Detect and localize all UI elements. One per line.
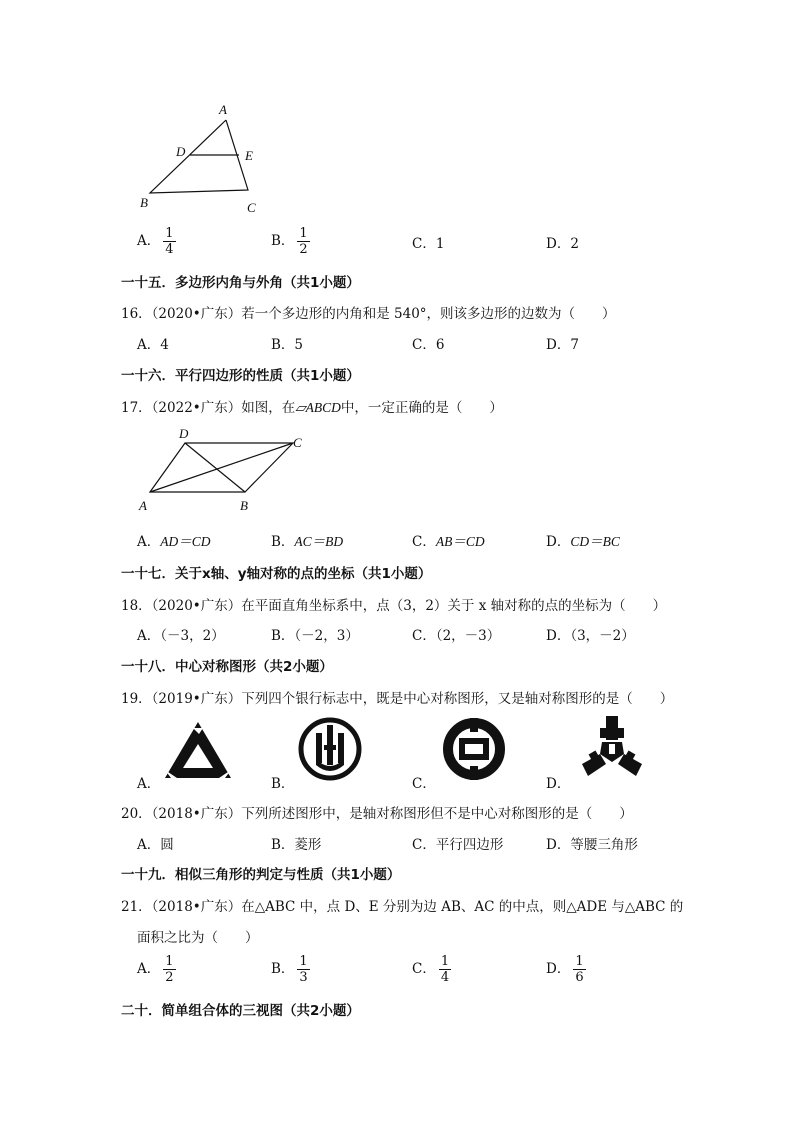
section-heading: 一十八．中心对称图形（共2小题） [121, 659, 333, 675]
option-d: D．等腰三角形 [546, 837, 638, 853]
section-heading: 一十七．关于x轴、y轴对称的点的坐标（共1小题） [121, 566, 432, 582]
question-20-stem: 20．（2018•广东）下列所述图形中，是轴对称图形但不是中心对称图形的是（ ） [121, 806, 633, 822]
triangle-figure [130, 100, 270, 215]
fraction: $\frac{1}{2}$ [299, 226, 308, 257]
option-c: C． $\frac{1}{4}$ [412, 954, 450, 985]
option-d: D．7 [546, 337, 579, 353]
question-19-stem: 19．（2019•广东）下列四个银行标志中，既是中心对称图形，又是轴对称图形的是（ ） [121, 691, 674, 707]
question-16-stem: 16．（2020•广东）若一个多边形的内角和是 540°，则该多边形的边数为（ ） [121, 306, 616, 322]
question-21-stem-line1: 21．（2018•广东）在△ABC 中，点 D、E 分别为边 AB、AC 的中点，则△ADE 与△ABC 的 [121, 899, 684, 915]
vertex-label-c: C [247, 200, 256, 215]
option-a: A． $\frac{1}{2}$ [137, 954, 174, 985]
fraction: $\frac{1}{6}$ [575, 954, 584, 985]
question-21-options [137, 954, 657, 990]
bank-logo-trident-icon [576, 714, 648, 782]
option-d: D．CD＝BC [546, 534, 620, 550]
question-18-stem: 18．（2020•广东）在平面直角坐标系中，点（3，2）关于 x 轴对称的点的坐标为（ ） [121, 598, 667, 614]
option-a: A．AD＝CD [137, 534, 211, 550]
vertex-label-a: A [139, 498, 147, 513]
option-a: A．圆 [137, 837, 174, 853]
option-d: D． [546, 776, 571, 792]
question-20-options [137, 833, 657, 853]
option-a: A． $\frac{1}{4}$ [137, 226, 174, 257]
option-a: A．4 [137, 337, 169, 353]
bank-logo-coin-icon [441, 716, 507, 782]
section-heading: 一十五．多边形内角与外角（共1小题） [121, 275, 360, 291]
option-b: B． [271, 776, 295, 792]
option-c: C．6 [412, 337, 445, 353]
option-c: C．平行四边形 [412, 837, 504, 853]
vertex-label-b: B [240, 498, 248, 513]
option-a: A． [137, 776, 161, 792]
option-b: B．（－2，3） [271, 628, 359, 644]
section-heading: 二十．简单组合体的三视图（共2小题） [121, 1003, 360, 1019]
option-b: B．菱形 [271, 837, 322, 853]
bank-logo-agricultural-icon [298, 717, 362, 781]
option-a: A．（－3，2） [137, 628, 225, 644]
question-17-options [137, 530, 657, 550]
option-c: C．（2，－3） [412, 628, 501, 644]
vertex-label-b: B [140, 195, 148, 210]
question-21-stem-line2: 面积之比为（ ） [137, 930, 259, 946]
option-d: D．2 [546, 236, 579, 252]
bank-logo-triangle-icon [163, 720, 233, 782]
section-heading: 一十九．相似三角形的判定与性质（共1小题） [121, 867, 401, 883]
vertex-label-d: D [176, 144, 186, 159]
question-18-options [137, 624, 657, 644]
option-b: B．5 [271, 337, 304, 353]
option-c: C．AB＝CD [412, 534, 485, 550]
vertex-label-a: A [219, 102, 227, 117]
option-b: B．AC＝BD [271, 534, 344, 550]
parallelogram-name: ▱ABCD [295, 400, 341, 415]
vertex-label-e: E [245, 148, 253, 163]
option-d: D．（3，－2） [546, 628, 635, 644]
option-c: C．1 [412, 236, 445, 252]
option-b: B． $\frac{1}{2}$ [271, 226, 308, 257]
fraction: $\frac{1}{3}$ [299, 954, 308, 985]
option-d: D． $\frac{1}{6}$ [546, 954, 584, 985]
option-b: B． $\frac{1}{3}$ [271, 954, 308, 985]
fraction: $\frac{1}{4}$ [440, 954, 450, 985]
option-c: C． [412, 776, 436, 792]
question-16-options [137, 333, 657, 353]
vertex-label-c: C [293, 435, 302, 450]
vertex-label-d: D [179, 426, 189, 441]
parallelogram-figure [135, 425, 315, 515]
fraction: $\frac{1}{4}$ [165, 226, 174, 257]
q15-options [137, 226, 657, 262]
fraction: $\frac{1}{2}$ [165, 954, 174, 985]
question-17-stem: 17．（2022•广东）如图，在▱ABCD中，一定正确的是（ ） [121, 400, 503, 416]
section-heading: 一十六．平行四边形的性质（共1小题） [121, 368, 360, 384]
